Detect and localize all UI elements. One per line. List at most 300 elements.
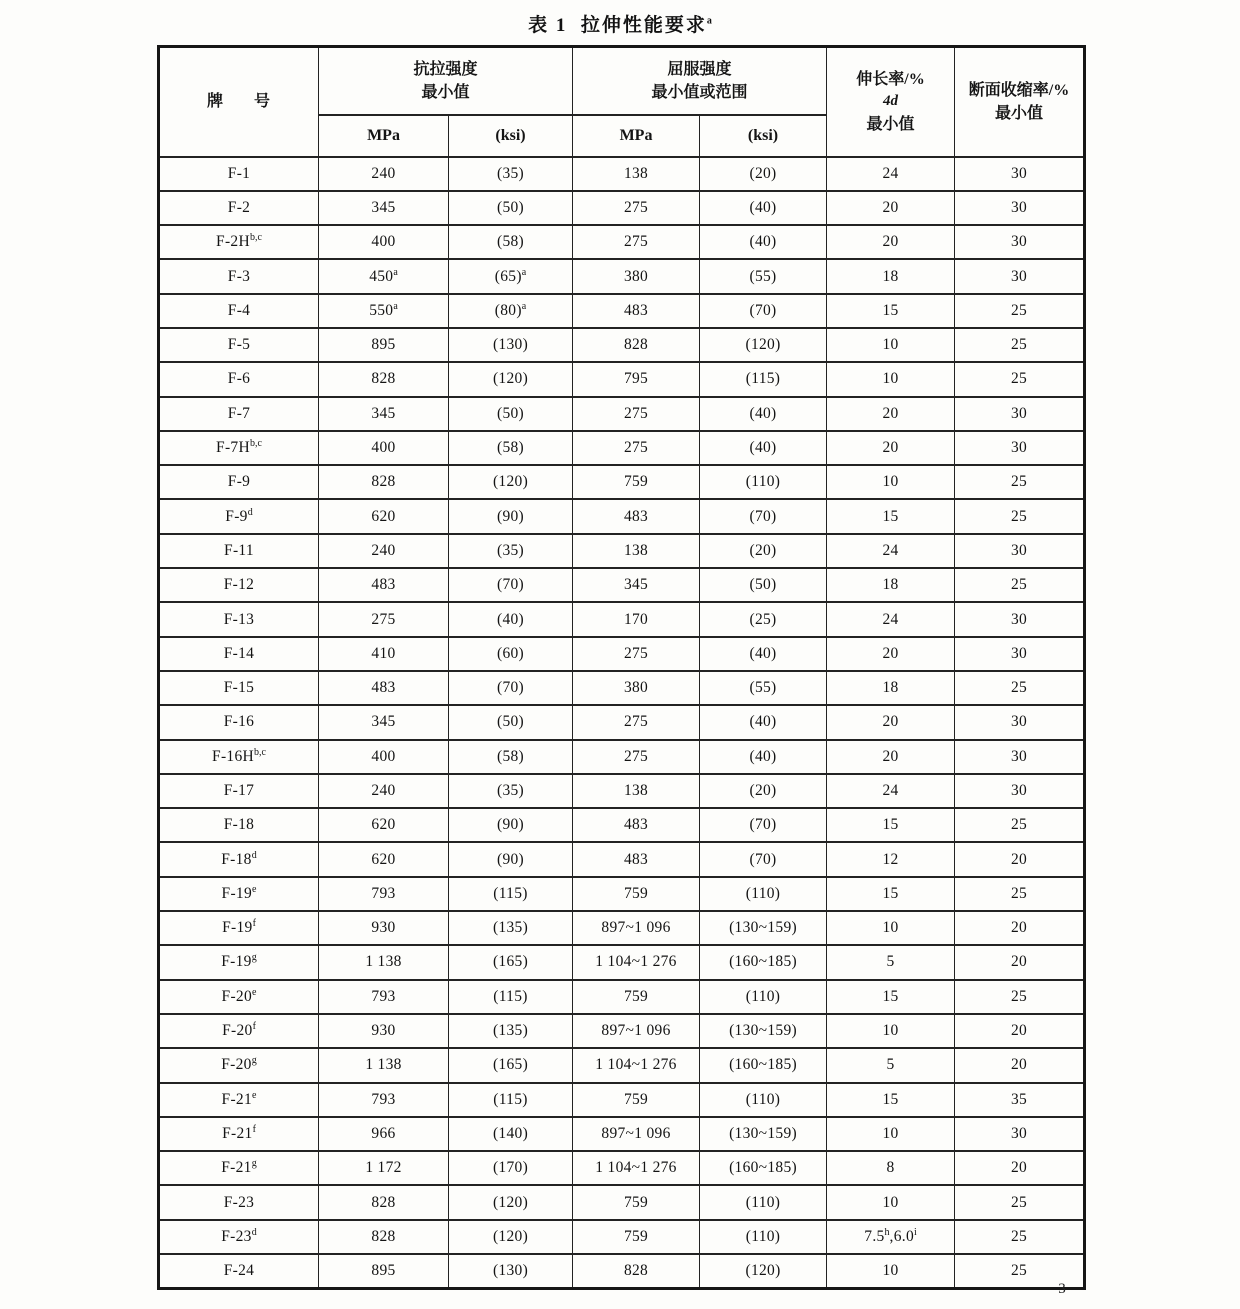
value-cell bbox=[827, 945, 955, 979]
text-part: 15 bbox=[882, 884, 899, 902]
value-cell bbox=[955, 1083, 1085, 1117]
value-cell bbox=[449, 225, 573, 259]
text-part: 20 bbox=[1010, 953, 1028, 971]
text-part: (130) bbox=[492, 1261, 529, 1279]
grade-cell bbox=[159, 808, 319, 842]
text-part: F-6 bbox=[227, 370, 251, 388]
table-row bbox=[159, 397, 1085, 431]
table-row bbox=[159, 157, 1085, 191]
text-part: (35) bbox=[496, 781, 525, 799]
value-cell bbox=[827, 602, 955, 636]
grade-cell bbox=[159, 637, 319, 671]
text-part: 30 bbox=[1010, 267, 1028, 285]
text-part: (55) bbox=[749, 267, 777, 285]
text-part: (20) bbox=[749, 541, 777, 559]
text-part: 275 bbox=[623, 747, 649, 765]
grade-cell bbox=[159, 1185, 319, 1219]
text-part: 380 bbox=[623, 679, 649, 697]
value-cell bbox=[573, 774, 700, 808]
table-row bbox=[159, 602, 1085, 636]
text-part: 345 bbox=[623, 576, 649, 594]
text-part: 30 bbox=[1010, 404, 1028, 422]
text-part: (90) bbox=[496, 850, 525, 868]
text-part: 10 bbox=[882, 1261, 899, 1279]
text-part: 10 bbox=[882, 1022, 899, 1040]
text-part: (40) bbox=[749, 198, 777, 216]
text-part: (120) bbox=[745, 1261, 781, 1279]
text-part: 30 bbox=[1010, 198, 1028, 216]
text-part: 828 bbox=[371, 1193, 396, 1211]
text-part: 18 bbox=[882, 576, 899, 594]
table-row bbox=[159, 568, 1085, 602]
grade-cell bbox=[159, 431, 319, 465]
table-row bbox=[159, 328, 1085, 362]
value-cell bbox=[449, 1048, 573, 1082]
text-part: 25 bbox=[1010, 1193, 1028, 1211]
text-part: (110) bbox=[745, 987, 781, 1005]
value-cell bbox=[573, 911, 700, 945]
text-part: 400 bbox=[371, 747, 396, 765]
text-part: 18 bbox=[882, 267, 899, 285]
value-cell bbox=[449, 671, 573, 705]
value-cell bbox=[449, 842, 573, 876]
text-part: (55) bbox=[749, 679, 777, 697]
text-part: F-19 bbox=[222, 919, 253, 937]
text-part: (50) bbox=[496, 713, 525, 731]
text-part: 25 bbox=[1010, 1227, 1028, 1245]
value-cell bbox=[700, 911, 827, 945]
text-part: F-20 bbox=[222, 1022, 253, 1040]
text-part: F-18 bbox=[223, 816, 255, 834]
text-part: 24 bbox=[882, 610, 899, 628]
value-cell bbox=[827, 1151, 955, 1185]
value-cell bbox=[700, 1048, 827, 1082]
value-cell bbox=[449, 602, 573, 636]
value-cell bbox=[827, 1254, 955, 1288]
text-part: (115) bbox=[745, 370, 781, 388]
value-cell bbox=[319, 637, 449, 671]
text-part: (120) bbox=[492, 1227, 529, 1245]
grade-cell bbox=[159, 225, 319, 259]
value-cell bbox=[955, 705, 1085, 739]
text-part: 345 bbox=[371, 713, 396, 731]
table-row bbox=[159, 774, 1085, 808]
text-part: 483 bbox=[371, 679, 396, 697]
text-part: 10 bbox=[882, 1124, 899, 1142]
value-cell bbox=[700, 1083, 827, 1117]
text-part: (160~185) bbox=[729, 1159, 797, 1177]
value-cell bbox=[827, 1220, 955, 1254]
text-part: 759 bbox=[623, 473, 649, 491]
value-cell bbox=[573, 1117, 700, 1151]
text-part: 35 bbox=[1010, 1090, 1028, 1108]
text-part: 7.5 bbox=[864, 1227, 885, 1245]
text-part: 138 bbox=[623, 164, 649, 182]
text-part: (20) bbox=[749, 781, 777, 799]
value-cell bbox=[319, 911, 449, 945]
value-cell bbox=[700, 774, 827, 808]
value-cell bbox=[573, 1014, 700, 1048]
value-cell bbox=[955, 157, 1085, 191]
footnote-marker: a bbox=[393, 300, 398, 312]
text-part: 30 bbox=[1010, 1124, 1028, 1142]
text-part: 793 bbox=[371, 1090, 396, 1108]
text-part: F-20 bbox=[221, 1056, 252, 1074]
table-row bbox=[159, 740, 1085, 774]
text-part: F-19 bbox=[221, 953, 252, 971]
value-cell bbox=[700, 705, 827, 739]
value-cell bbox=[573, 465, 700, 499]
value-cell bbox=[827, 774, 955, 808]
value-cell bbox=[827, 294, 955, 328]
text-part: 12 bbox=[882, 850, 899, 868]
text-part: 25 bbox=[1010, 1261, 1028, 1279]
table-row bbox=[159, 911, 1085, 945]
value-cell bbox=[449, 637, 573, 671]
value-cell bbox=[955, 431, 1085, 465]
value-cell bbox=[827, 671, 955, 705]
text-part: F-21 bbox=[221, 1159, 252, 1177]
text-part: (80) bbox=[494, 301, 522, 319]
value-cell bbox=[449, 1220, 573, 1254]
text-part: F-16H bbox=[212, 747, 255, 765]
value-cell bbox=[955, 808, 1085, 842]
value-cell bbox=[700, 465, 827, 499]
value-cell bbox=[955, 465, 1085, 499]
table-row bbox=[159, 980, 1085, 1014]
value-cell bbox=[573, 740, 700, 774]
value-cell bbox=[573, 842, 700, 876]
value-cell bbox=[955, 877, 1085, 911]
text-part: 793 bbox=[371, 884, 396, 902]
text-part: F-4 bbox=[227, 301, 251, 319]
table-row bbox=[159, 431, 1085, 465]
text-part: 20 bbox=[882, 644, 899, 662]
text-part: 759 bbox=[623, 987, 649, 1005]
grade-cell bbox=[159, 877, 319, 911]
value-cell bbox=[955, 397, 1085, 431]
text-part: (170) bbox=[492, 1159, 529, 1177]
value-cell bbox=[449, 191, 573, 225]
text-part: 20 bbox=[882, 233, 899, 251]
text-part: 400 bbox=[371, 233, 396, 251]
text-part: (58) bbox=[496, 439, 525, 457]
value-cell bbox=[319, 877, 449, 911]
table-row bbox=[159, 1151, 1085, 1185]
value-cell bbox=[449, 534, 573, 568]
grade-cell bbox=[159, 465, 319, 499]
value-cell bbox=[700, 294, 827, 328]
footnote-marker: a bbox=[521, 300, 527, 312]
value-cell bbox=[700, 1185, 827, 1219]
text-part: 483 bbox=[623, 850, 649, 868]
value-cell bbox=[700, 534, 827, 568]
grade-cell bbox=[159, 1254, 319, 1288]
value-cell bbox=[449, 808, 573, 842]
value-cell bbox=[449, 1117, 573, 1151]
value-cell bbox=[319, 842, 449, 876]
grade-cell bbox=[159, 842, 319, 876]
text-part: (70) bbox=[749, 301, 777, 319]
value-cell bbox=[319, 1220, 449, 1254]
text-part: (120) bbox=[745, 336, 781, 354]
text-part: 30 bbox=[1010, 644, 1028, 662]
value-cell bbox=[319, 499, 449, 533]
text-part: 483 bbox=[623, 816, 649, 834]
grade-cell bbox=[159, 534, 319, 568]
grade-cell bbox=[159, 191, 319, 225]
value-cell bbox=[700, 499, 827, 533]
footnote-marker: b,c bbox=[254, 746, 266, 758]
footnote-marker: b,c bbox=[249, 232, 262, 244]
table-row bbox=[159, 465, 1085, 499]
value-cell bbox=[319, 431, 449, 465]
text-part: 10 bbox=[882, 336, 899, 354]
text-part: F-19 bbox=[221, 884, 253, 902]
value-cell bbox=[449, 397, 573, 431]
text-part: 275 bbox=[623, 198, 649, 216]
value-cell bbox=[700, 568, 827, 602]
grade-cell bbox=[159, 774, 319, 808]
header-elongation-gauge: 4d bbox=[883, 92, 899, 109]
value-cell bbox=[955, 740, 1085, 774]
text-part: (120) bbox=[492, 473, 529, 491]
value-cell bbox=[955, 1048, 1085, 1082]
value-cell bbox=[700, 225, 827, 259]
value-cell bbox=[827, 1117, 955, 1151]
value-cell bbox=[700, 842, 827, 876]
header-tensile-strength bbox=[319, 47, 573, 115]
value-cell bbox=[449, 1014, 573, 1048]
text-part: 24 bbox=[882, 164, 899, 182]
text-part: (160~185) bbox=[729, 1056, 797, 1074]
value-cell bbox=[449, 1083, 573, 1117]
header-reduction-line1: 断面收缩率/% bbox=[968, 81, 1070, 99]
value-cell bbox=[319, 980, 449, 1014]
text-part: F-24 bbox=[223, 1261, 255, 1279]
text-part: (130) bbox=[492, 336, 529, 354]
value-cell bbox=[449, 568, 573, 602]
text-part: 1 172 bbox=[365, 1159, 402, 1177]
text-part: 483 bbox=[371, 576, 396, 594]
footnote-marker: a bbox=[706, 15, 712, 27]
text-part: 20 bbox=[1010, 1159, 1028, 1177]
value-cell bbox=[955, 1117, 1085, 1151]
table-row bbox=[159, 534, 1085, 568]
text-part: F-15 bbox=[223, 679, 255, 697]
footnote-marker: a bbox=[521, 266, 527, 278]
text-part: 5 bbox=[886, 1056, 895, 1074]
text-part: 240 bbox=[371, 781, 396, 799]
value-cell bbox=[449, 157, 573, 191]
value-cell bbox=[449, 1254, 573, 1288]
text-part: (110) bbox=[745, 1227, 781, 1245]
header-elongation bbox=[827, 47, 955, 157]
value-cell bbox=[700, 1014, 827, 1048]
text-part: (70) bbox=[749, 850, 777, 868]
grade-cell bbox=[159, 671, 319, 705]
text-part: 138 bbox=[623, 541, 649, 559]
text-part: F-2H bbox=[216, 233, 250, 251]
grade-cell bbox=[159, 294, 319, 328]
text-part: (165) bbox=[492, 953, 529, 971]
text-part: 240 bbox=[371, 164, 396, 182]
grade-cell bbox=[159, 259, 319, 293]
value-cell bbox=[827, 1048, 955, 1082]
value-cell bbox=[319, 397, 449, 431]
text-part: 10 bbox=[882, 473, 899, 491]
text-part: 345 bbox=[371, 404, 396, 422]
text-part: 620 bbox=[371, 850, 396, 868]
value-cell bbox=[319, 294, 449, 328]
text-part: 20 bbox=[882, 747, 899, 765]
value-cell bbox=[827, 980, 955, 1014]
table-row bbox=[159, 225, 1085, 259]
value-cell bbox=[827, 1083, 955, 1117]
value-cell bbox=[955, 191, 1085, 225]
table-row bbox=[159, 294, 1085, 328]
text-part: 15 bbox=[882, 987, 899, 1005]
value-cell bbox=[955, 842, 1085, 876]
value-cell bbox=[827, 157, 955, 191]
text-part: F-14 bbox=[223, 644, 255, 662]
text-part: (115) bbox=[493, 1090, 528, 1108]
value-cell bbox=[700, 808, 827, 842]
value-cell bbox=[319, 671, 449, 705]
value-cell bbox=[449, 774, 573, 808]
value-cell bbox=[319, 1117, 449, 1151]
text-part: (60) bbox=[496, 644, 525, 662]
text-part: 345 bbox=[371, 198, 396, 216]
text-part: 15 bbox=[882, 816, 899, 834]
table-row bbox=[159, 671, 1085, 705]
value-cell bbox=[700, 328, 827, 362]
grade-cell bbox=[159, 1220, 319, 1254]
text-part: (110) bbox=[745, 1193, 781, 1211]
table-row bbox=[159, 1254, 1085, 1288]
text-part: 24 bbox=[882, 541, 899, 559]
value-cell bbox=[573, 1254, 700, 1288]
text-part: (65) bbox=[494, 267, 522, 285]
text-part: ,6.0 bbox=[889, 1227, 914, 1245]
text-part: (40) bbox=[749, 747, 777, 765]
table-body bbox=[159, 157, 1085, 1289]
grade-cell bbox=[159, 157, 319, 191]
grade-cell bbox=[159, 397, 319, 431]
text-part: (70) bbox=[496, 576, 525, 594]
text-part: F-23 bbox=[221, 1227, 252, 1245]
grade-cell bbox=[159, 328, 319, 362]
text-part: 20 bbox=[1010, 1022, 1028, 1040]
text-part: (40) bbox=[496, 610, 525, 628]
value-cell bbox=[955, 671, 1085, 705]
text-part: 450 bbox=[369, 267, 394, 285]
footnote-marker: f bbox=[252, 1123, 256, 1135]
text-part: 1 138 bbox=[365, 953, 402, 971]
value-cell bbox=[955, 362, 1085, 396]
text-part: (120) bbox=[492, 370, 529, 388]
footnote-marker: f bbox=[252, 918, 256, 930]
value-cell bbox=[827, 842, 955, 876]
text-part: (35) bbox=[496, 164, 525, 182]
value-cell bbox=[319, 465, 449, 499]
text-part: 828 bbox=[623, 1261, 649, 1279]
value-cell bbox=[827, 328, 955, 362]
tensile-requirements-table bbox=[157, 45, 1086, 1290]
value-cell bbox=[449, 945, 573, 979]
text-part: (50) bbox=[496, 404, 525, 422]
value-cell bbox=[827, 397, 955, 431]
text-part: 25 bbox=[1010, 473, 1028, 491]
text-part: (135) bbox=[492, 1022, 529, 1040]
value-cell bbox=[700, 877, 827, 911]
text-part: (130~159) bbox=[729, 1022, 797, 1040]
text-part: 1 104~1 276 bbox=[595, 953, 677, 971]
text-part: (70) bbox=[749, 507, 777, 525]
text-part: (40) bbox=[749, 644, 777, 662]
value-cell bbox=[955, 945, 1085, 979]
text-part: 759 bbox=[623, 1227, 649, 1245]
value-cell bbox=[827, 431, 955, 465]
footnote-marker: d bbox=[247, 506, 253, 518]
text-part: F-11 bbox=[224, 541, 254, 559]
header-tensile-line2: 最小值 bbox=[421, 83, 470, 101]
text-part: 759 bbox=[623, 1090, 649, 1108]
value-cell bbox=[700, 671, 827, 705]
footnote-marker: a bbox=[393, 266, 398, 278]
text-part: 30 bbox=[1010, 541, 1028, 559]
text-part: 550 bbox=[369, 301, 394, 319]
header-elongation-line3: 最小值 bbox=[866, 115, 915, 133]
text-part: 10 bbox=[882, 370, 899, 388]
footnote-marker: d bbox=[251, 849, 257, 861]
value-cell bbox=[700, 397, 827, 431]
text-part: F-7H bbox=[216, 439, 250, 457]
value-cell bbox=[573, 602, 700, 636]
value-cell bbox=[827, 808, 955, 842]
text-part: 25 bbox=[1010, 884, 1028, 902]
text-part: (165) bbox=[492, 1056, 529, 1074]
text-part: 15 bbox=[882, 301, 899, 319]
page-number: 3 bbox=[1058, 1281, 1066, 1297]
text-part: 8 bbox=[886, 1159, 895, 1177]
text-part: 828 bbox=[623, 336, 649, 354]
text-part: F-1 bbox=[227, 164, 251, 182]
text-part: F-21 bbox=[221, 1090, 253, 1108]
text-part: F-13 bbox=[223, 610, 255, 628]
text-part: 400 bbox=[371, 439, 396, 457]
text-part: (50) bbox=[496, 198, 525, 216]
value-cell bbox=[573, 362, 700, 396]
text-part: 275 bbox=[623, 713, 649, 731]
grade-cell bbox=[159, 499, 319, 533]
text-part: 20 bbox=[1010, 850, 1028, 868]
text-part: 25 bbox=[1010, 336, 1028, 354]
text-part: (160~185) bbox=[729, 953, 797, 971]
table-row bbox=[159, 877, 1085, 911]
value-cell bbox=[573, 157, 700, 191]
footnote-marker: h bbox=[884, 1226, 890, 1238]
value-cell bbox=[449, 1185, 573, 1219]
value-cell bbox=[700, 1254, 827, 1288]
table-row bbox=[159, 1014, 1085, 1048]
table-row bbox=[159, 1220, 1085, 1254]
value-cell bbox=[573, 705, 700, 739]
text-part: 18 bbox=[882, 679, 899, 697]
value-cell bbox=[319, 1083, 449, 1117]
value-cell bbox=[827, 499, 955, 533]
header-tensile-mpa: MPa bbox=[319, 115, 449, 157]
